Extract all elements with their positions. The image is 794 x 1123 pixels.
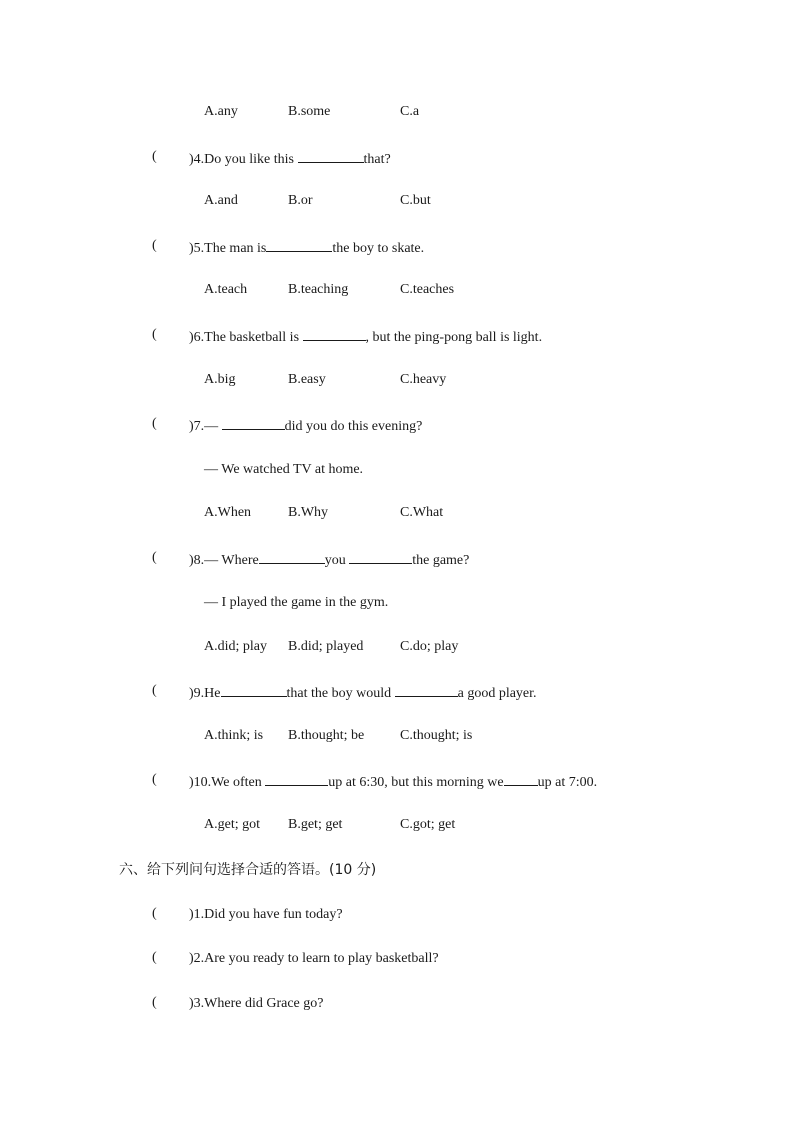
- section-6-title: 六、给下列问句选择合适的答语。(10 分): [119, 862, 377, 878]
- option-a: A.When: [204, 505, 252, 520]
- option-c: C.do; play: [400, 639, 459, 654]
- answer-blank: [259, 550, 325, 564]
- option-a: A.did; play: [204, 639, 267, 654]
- option-c: C.heavy: [400, 372, 447, 387]
- question-text: )6.The basketball is , but the ping-pong ball is light.: [189, 327, 542, 347]
- question-text: )1.Did you have fun today?: [189, 907, 343, 922]
- question-text: )8.— Where you the game?: [189, 550, 469, 570]
- option-b: B.thought; be: [288, 728, 365, 743]
- option-b: B.did; played: [288, 639, 364, 654]
- question-text: )5.The man is the boy to skate.: [189, 238, 424, 258]
- answer-blank: [265, 772, 328, 786]
- question-text: )7.— did you do this evening?: [189, 416, 422, 436]
- option-c: C.teaches: [400, 282, 455, 297]
- question-text: )4.Do you like this that?: [189, 149, 391, 169]
- option-b: B.or: [288, 193, 313, 208]
- answer-paren: (: [152, 906, 157, 921]
- answer-blank: [221, 683, 287, 697]
- option-c: C.thought; is: [400, 728, 473, 743]
- answer-blank: [298, 149, 364, 163]
- option-a: A.teach: [204, 282, 248, 297]
- answer-paren: (: [152, 238, 157, 253]
- question-text: )10.We often up at 6:30, but this morning we up at 7:00.: [189, 772, 597, 792]
- option-b: B.Why: [288, 505, 329, 520]
- option-a: A.and: [204, 193, 238, 208]
- option-b: B.get; get: [288, 817, 343, 832]
- question-text: )9.He that the boy would a good player.: [189, 683, 537, 703]
- answer-blank: [222, 416, 285, 430]
- answer-paren: (: [152, 149, 157, 164]
- option-b: B.teaching: [288, 282, 349, 297]
- option-b: B.some: [288, 104, 331, 119]
- answer-blank: [395, 683, 458, 697]
- dialogue-answer: — We watched TV at home.: [204, 462, 364, 477]
- option-a: A.big: [204, 372, 236, 387]
- answer-paren: (: [152, 327, 157, 342]
- answer-paren: (: [152, 772, 157, 787]
- answer-blank: [266, 238, 332, 252]
- answer-paren: (: [152, 550, 157, 565]
- question-text: )2.Are you ready to learn to play basketball?: [189, 951, 439, 966]
- option-c: C.a: [400, 104, 420, 119]
- answer-paren: (: [152, 416, 157, 431]
- answer-paren: (: [152, 950, 157, 965]
- option-b: B.easy: [288, 372, 326, 387]
- option-c: C.got; get: [400, 817, 456, 832]
- option-a: A.any: [204, 104, 238, 119]
- answer-blank: [504, 772, 538, 786]
- answer-paren: (: [152, 683, 157, 698]
- option-a: A.get; got: [204, 817, 260, 832]
- option-c: C.What: [400, 505, 444, 520]
- answer-paren: (: [152, 995, 157, 1010]
- answer-blank: [349, 550, 412, 564]
- option-c: C.but: [400, 193, 431, 208]
- dialogue-answer: — I played the game in the gym.: [204, 595, 389, 610]
- answer-blank: [303, 327, 366, 341]
- option-a: A.think; is: [204, 728, 264, 743]
- question-text: )3.Where did Grace go?: [189, 996, 324, 1011]
